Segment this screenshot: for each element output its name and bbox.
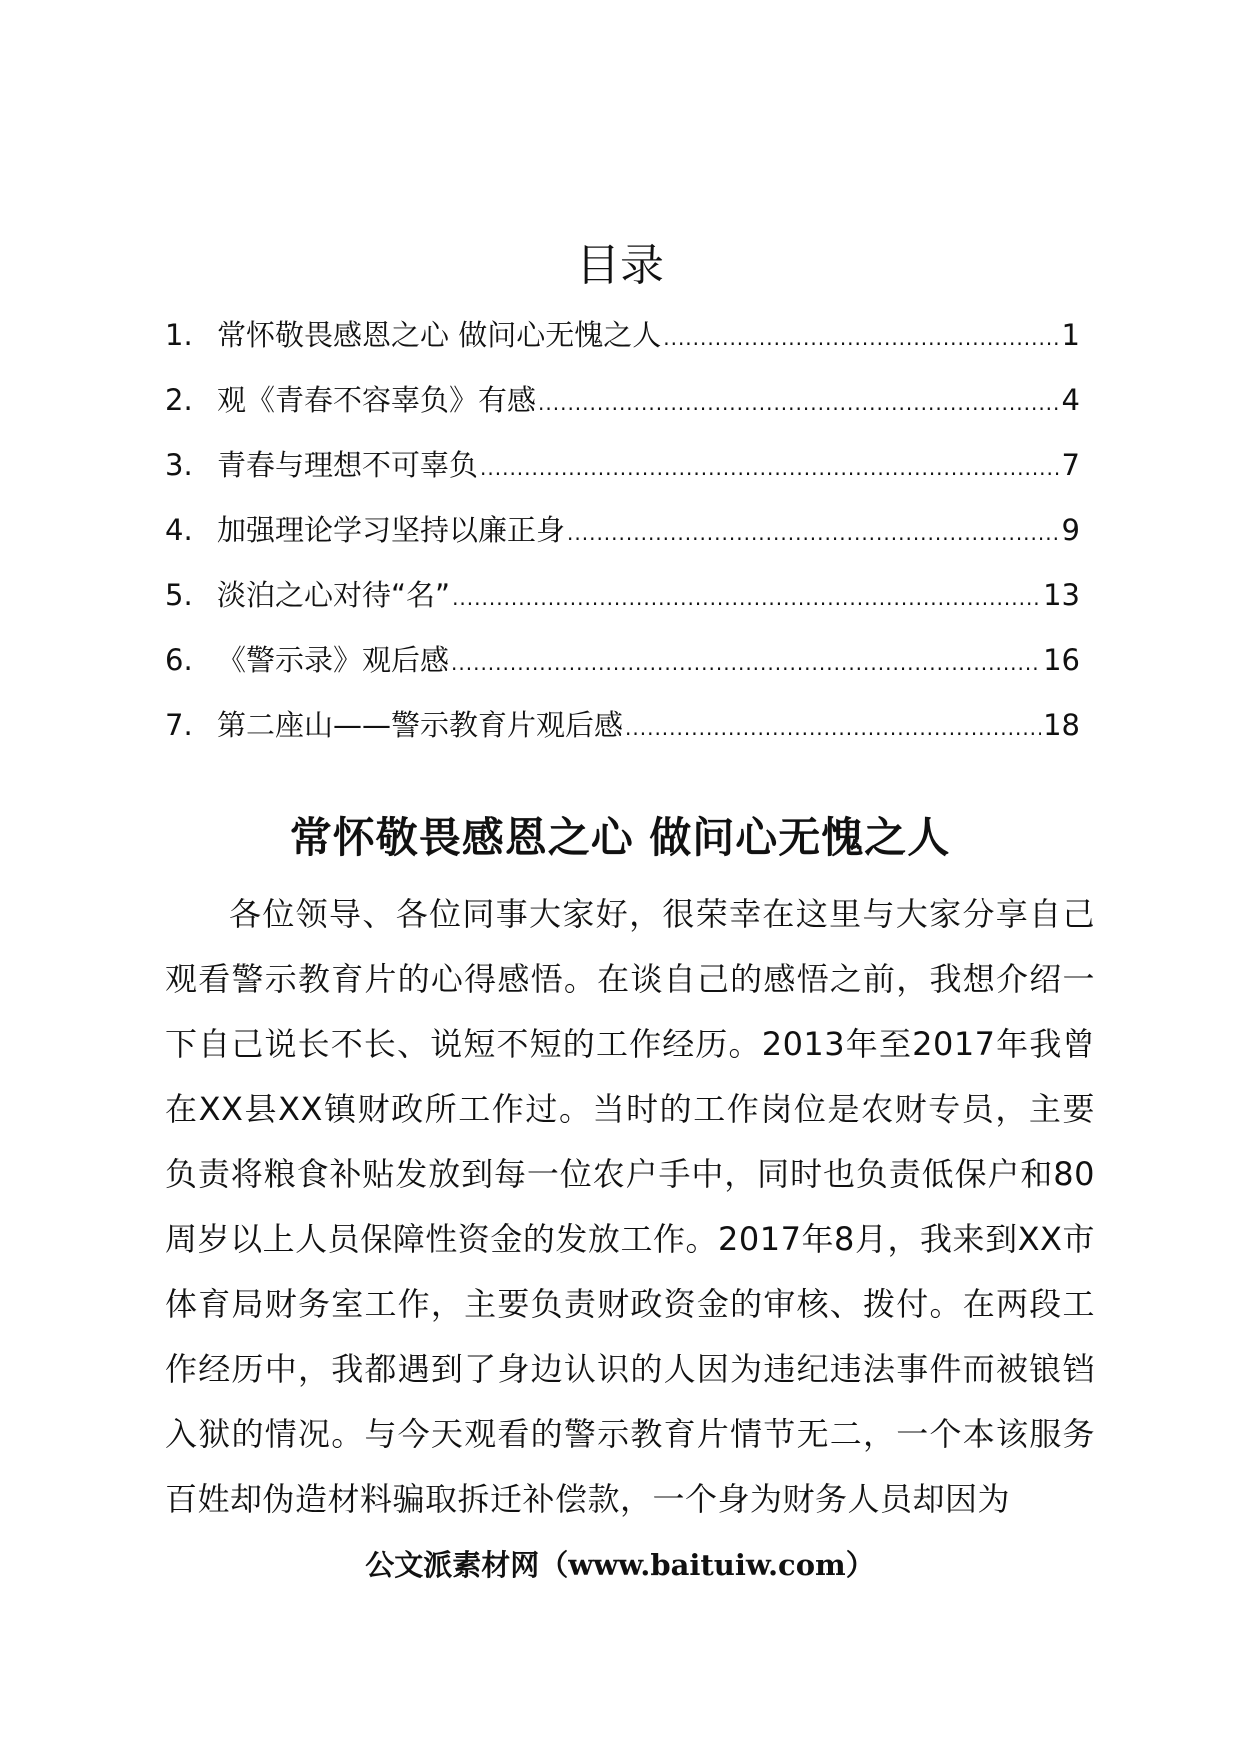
toc-item-title: 淡泊之心对待“名” — [217, 578, 451, 612]
toc-leader-dots — [538, 371, 1060, 436]
toc-leader-dots — [625, 696, 1041, 761]
toc-leader-dots — [451, 631, 1041, 696]
toc-item-page: 16 — [1043, 643, 1080, 677]
article-paragraph: 各位领导、各位同事大家好，很荣幸在这里与大家分享自己观看警示教育片的心得感悟。在谈自己的感悟之前，我想介绍一下自己说长不长、说短不短的工作经历。2013年至2017年我曾在XX县XX镇财政所工作过。当时的工作岗位是农财专员，主要负责将粮食补贴发放到每一位农户手中，同时也负责低保户和80周岁以上人员保障性资金的发放工作。2017年8月，我来到XX市体育局财务室工作，主要负责财政资金的审核、拨付。在两段工作经历中，我都遇到了身边认识的人因为违纪违法事件而被锒铛入狱的情况。与今天观看的警示教育片情节无二，一个本该服务百姓却伪造材料骗取拆迁补偿款，一个身为财务人员却因为 — [165, 895, 1095, 1518]
toc-item[interactable] — [165, 628, 1080, 693]
toc-item-title: 青春与理想不可辜负 — [217, 448, 479, 482]
toc-item-title: 常怀敬畏感恩之心 做问心无愧之人 — [217, 318, 662, 352]
toc-item[interactable] — [165, 563, 1080, 628]
toc-item-number: 1. — [165, 318, 193, 352]
toc-item-number: 4. — [165, 513, 193, 547]
toc-item[interactable] — [165, 368, 1080, 433]
toc-item-title: 加强理论学习坚持以廉正身 — [217, 513, 566, 547]
toc-item-number: 5. — [165, 578, 193, 612]
toc-item-title: 观《青春不容辜负》有感 — [217, 383, 537, 417]
toc-item-title: 第二座山——警示教育片观后感 — [217, 708, 624, 742]
toc-item-number: 7. — [165, 708, 193, 742]
toc-item-page: 4 — [1061, 383, 1080, 417]
toc-item-page: 1 — [1061, 318, 1080, 352]
table-of-contents — [165, 303, 1080, 758]
footer-source: 公文派素材网（www.baituiw.com） — [365, 1548, 875, 1582]
toc-item-number: 6. — [165, 643, 193, 677]
toc-leader-dots — [452, 566, 1041, 631]
toc-item[interactable] — [165, 498, 1080, 563]
toc-title: 目录 — [576, 240, 664, 291]
toc-item-page: 9 — [1061, 513, 1080, 547]
toc-item[interactable] — [165, 693, 1080, 758]
toc-leader-dots — [567, 501, 1060, 566]
toc-item-title: 《警示录》观后感 — [217, 643, 450, 677]
article-title: 常怀敬畏感恩之心 做问心无愧之人 — [289, 813, 951, 863]
toc-leader-dots — [480, 436, 1060, 501]
toc-item[interactable] — [165, 433, 1080, 498]
toc-item-page: 18 — [1043, 708, 1080, 742]
toc-item-number: 2. — [165, 383, 193, 417]
toc-item-number: 3. — [165, 448, 193, 482]
toc-item-page: 7 — [1061, 448, 1080, 482]
toc-item-page: 13 — [1043, 578, 1080, 612]
toc-leader-dots — [663, 306, 1059, 371]
toc-item[interactable] — [165, 303, 1080, 368]
